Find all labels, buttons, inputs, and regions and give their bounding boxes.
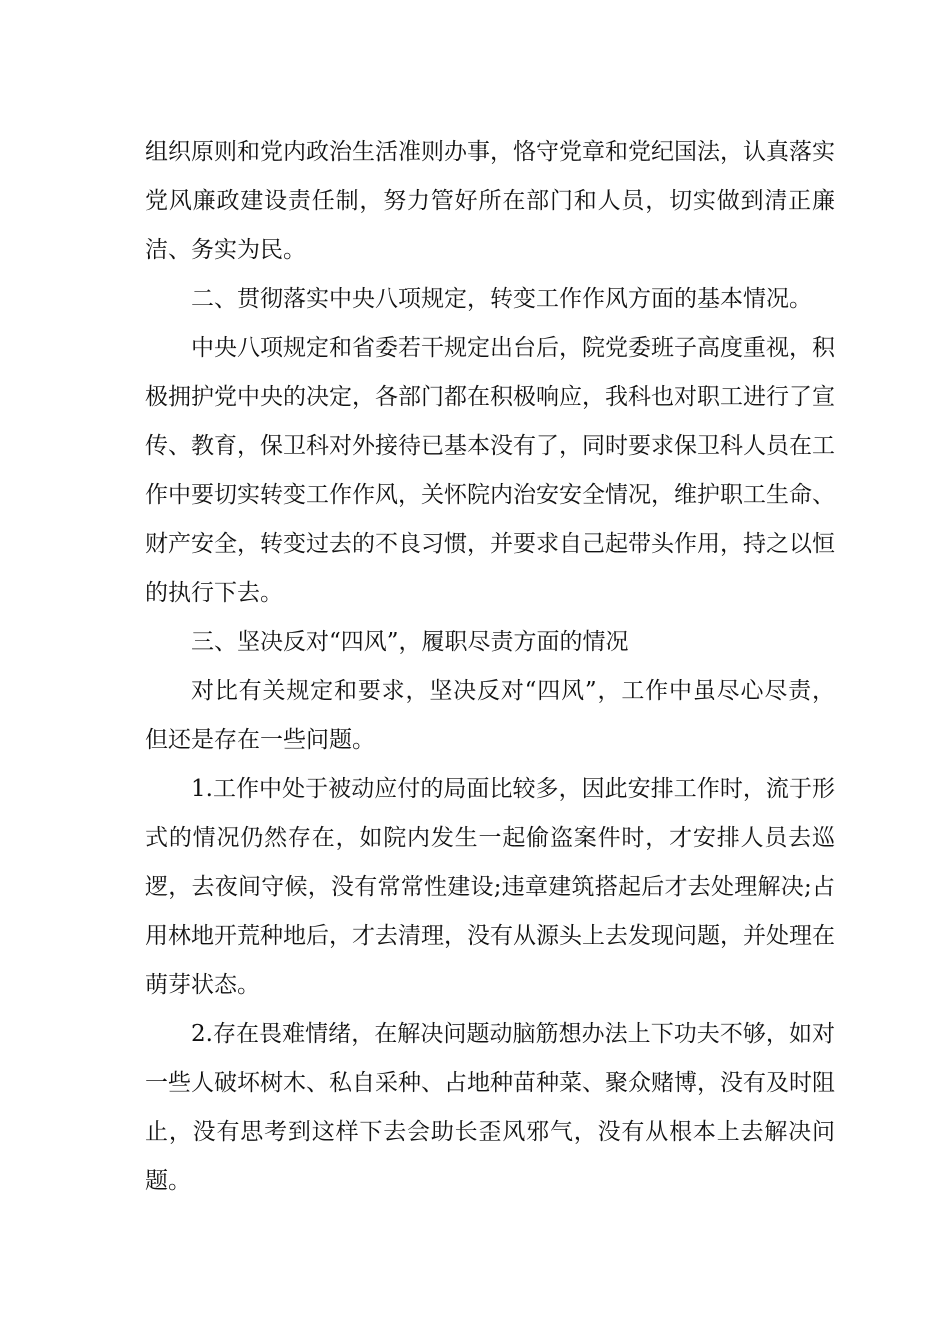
document-body [145, 128, 835, 1206]
paragraph-section-3-intro: 对比有关规定和要求，坚决反对“四风”，工作中虽尽心尽责，但还是存在一些问题。 [145, 678, 835, 753]
section-heading-3: 三、坚决反对“四风”，履职尽责方面的情况 [191, 629, 629, 655]
list-item-1: 1.工作中处于被动应付的局面比较多，因此安排工作时，流于形式的情况仍然存在，如院内发生一起偷盗案件时，才安排人员去巡逻，去夜间守候，没有常常性建设;违章建筑搭起后才去处理解决;占用林地开荒种地后，才去清理，没有从源头上去发现问题，并处理在萌芽状态。 [145, 776, 835, 998]
section-heading-2: 二、贯彻落实中央八项规定，转变工作作风方面的基本情况。 [191, 286, 812, 312]
paragraph-continuation: 组织原则和党内政治生活准则办事，恪守党章和党纪国法，认真落实党风廉政建设责任制，努力管好所在部门和人员，切实做到清正廉洁、务实为民。 [145, 139, 835, 263]
paragraph-section-2: 中央八项规定和省委若干规定出台后，院党委班子高度重视，积极拥护党中央的决定，各部门都在积极响应，我科也对职工进行了宣传、教育，保卫科对外接待已基本没有了，同时要求保卫科人员在工作中要切实转变工作作风，关怀院内治安安全情况，维护职工生命、财产安全，转变过去的不良习惯，并要求自己起带头作用，持之以恒的执行下去。 [145, 335, 835, 606]
list-item-2: 2.存在畏难情绪，在解决问题动脑筋想办法上下功夫不够，如对一些人破坏树木、私自采种、占地种苗种菜、聚众赌博，没有及时阻止，没有思考到这样下去会助长歪风邪气，没有从根本上去解决问题。 [145, 1021, 835, 1194]
